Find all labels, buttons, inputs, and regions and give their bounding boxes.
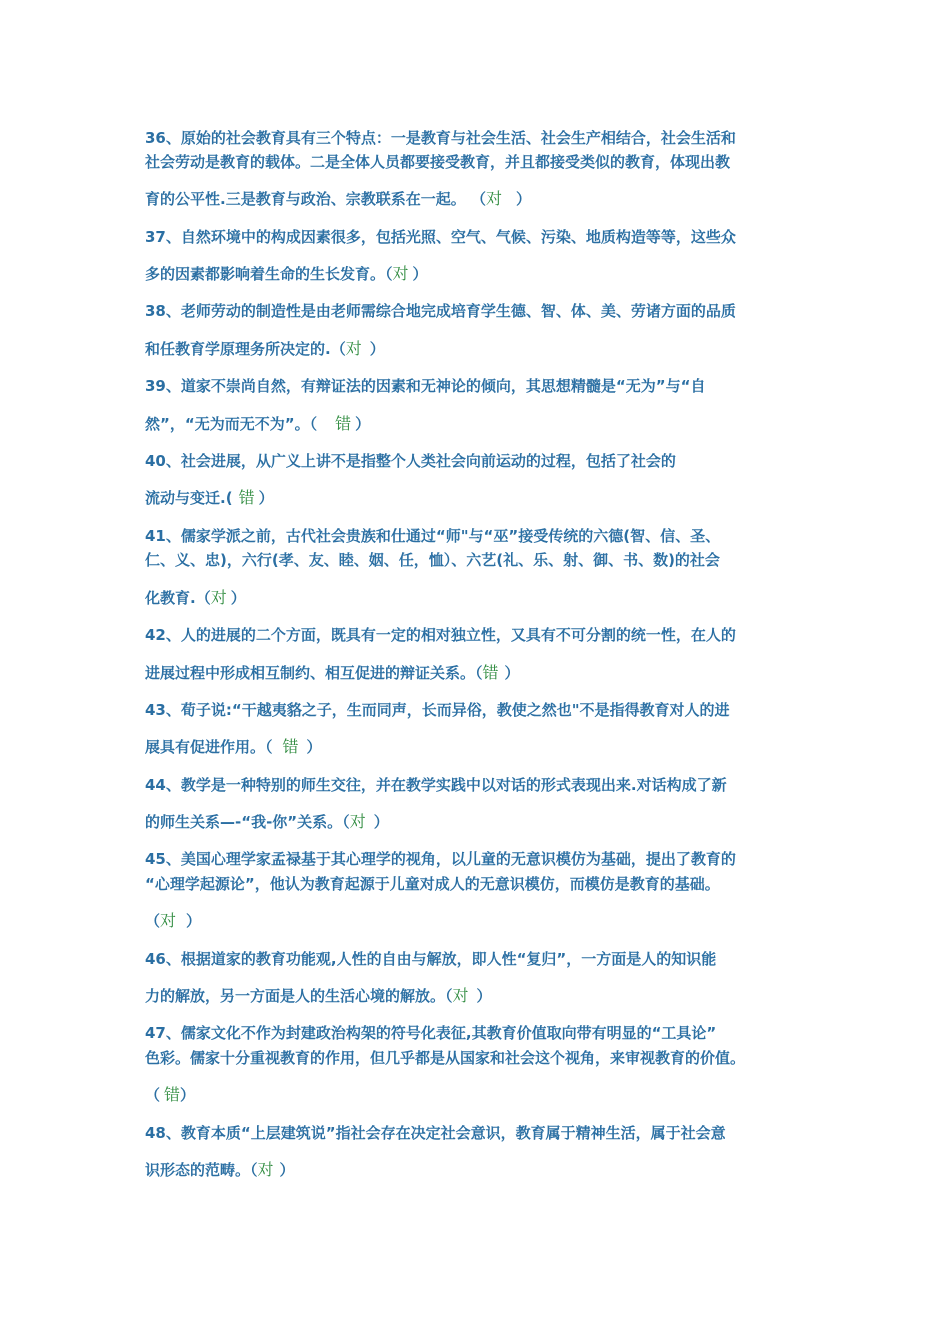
paren-open: （	[195, 589, 211, 607]
q47-line-3	[145, 1084, 815, 1106]
paren-open: （	[265, 738, 273, 756]
q40-line-2: 流动与变迁.( 错 ）	[145, 488, 274, 507]
answer-mark: 对	[210, 588, 227, 607]
q39-line-2: 然”，“无为而无不为”。（ 错 ）	[145, 414, 371, 433]
paren-close: ）	[373, 813, 389, 831]
paren-close: ）	[369, 340, 385, 358]
q42-line-2: 进展过程中形成相互制约、相互促进的辩证关系。（错 ）	[145, 663, 520, 682]
q41-line-1: 41、儒家学派之前，古代社会贵族和仕通过“师"与“巫”接受传统的六德(智、信、圣、	[145, 527, 721, 545]
paren-close: ）	[180, 1086, 196, 1104]
q44-line-1: 44、教学是一种特别的师生交往，并在教学实践中以对话的形式表现出来.对话构成了新	[145, 776, 727, 794]
paren-open: （	[470, 190, 486, 208]
paren-open: （	[475, 664, 483, 682]
q45-line-1: 45、美国心理学家孟禄基于其心理学的视角，以儿童的无意识模仿为基础，提出了教育的	[145, 850, 736, 868]
paren-close: ）	[412, 265, 428, 283]
answer-mark: 对	[392, 264, 409, 283]
q41-line-2: 仁、义、忠)，六行(孝、友、睦、姻、任，恤）、六艺(礼、乐、射、御、书、数)的社会	[145, 551, 720, 569]
q43-line-2: 展具有促进作用。（ 错 ）	[145, 737, 322, 756]
answer-mark: 错	[282, 737, 299, 756]
paren-open: （	[342, 813, 350, 831]
answer-mark: 对	[452, 986, 469, 1005]
q40-line-1: 40、社会进展，从广义上讲不是指整个人类社会向前运动的过程，包括了社会的	[145, 452, 676, 470]
paren-open: （	[385, 265, 393, 283]
paren-open: （	[145, 912, 161, 930]
q37-line-2: 多的因素都影响着生命的生长发育。（对 ）	[145, 264, 428, 283]
paren-close: ）	[515, 190, 531, 208]
q46-line-1: 46、根据道家的教育功能观,人性的自由与解放，即人性“复归”，一方面是人的知识能	[145, 950, 717, 968]
answer-mark: 错	[482, 663, 499, 682]
q36-line-1: 36、原始的社会教育具有三个特点：一是教育与社会生活、社会生产相结合，社会生活和	[145, 129, 736, 147]
paren-close: ）	[230, 589, 246, 607]
paren-close: ）	[186, 912, 202, 930]
q46-line-2: 力的解放，另一方面是人的生活心境的解放。（对 ）	[145, 986, 492, 1005]
paren-open: （	[250, 1161, 258, 1179]
answer-mark: 错	[335, 414, 352, 433]
answer-mark: 对	[160, 911, 177, 930]
q41-line-3: 化教育.（对 ）	[145, 588, 246, 607]
q37-line-1: 37、自然环境中的构成因素很多，包括光照、空气、气候、污染、地质构造等等，这些众	[145, 228, 736, 246]
paren-close: ）	[476, 987, 492, 1005]
answer-mark: 对	[349, 812, 366, 831]
q48-line-1: 48、教育本质“上层建筑说”指社会存在决定社会意识，教育属于精神生活，属于社会意	[145, 1124, 726, 1142]
paren-open: (	[225, 489, 233, 507]
q42-line-1: 42、人的进展的二个方面，既具有一定的相对独立性，又具有不可分割的统一性，在人的	[145, 626, 736, 644]
answer-mark: 对	[345, 339, 362, 358]
answer-mark: 对	[257, 1160, 274, 1179]
q38-line-2: 和任教育学原理务所决定的.（对 ）	[145, 339, 385, 358]
q36-line-2: 社会劳动是教育的载体。二是全体人员都要接受教育，并且都接受类似的教育，体现出教	[145, 153, 731, 171]
paren-close: ）	[306, 738, 322, 756]
q39-line-1: 39、道家不崇尚自然，有辩证法的因素和无神论的倾向，其思想精髓是“无为”与“自	[145, 377, 706, 395]
q45-line-3	[145, 910, 815, 932]
paren-close: ）	[258, 489, 274, 507]
answer-mark: 错	[238, 488, 255, 507]
q44-line-2: 的师生关系—-“我-你”关系。（对 ）	[145, 812, 389, 831]
paren-close: ）	[279, 1161, 295, 1179]
q36-line-3: 育的公平性.三是教育与政治、宗教联系在一起。 （对 ）	[145, 189, 531, 208]
paren-open: （	[309, 415, 318, 433]
q48-line-2: 识形态的范畴。（对 ）	[145, 1160, 295, 1179]
q38-line-1: 38、老师劳动的制造性是由老师需综合地完成培育学生德、智、体、美、劳诸方面的品质	[145, 302, 736, 320]
paren-close: ）	[355, 415, 371, 433]
answer-mark: 错	[164, 1085, 181, 1104]
paren-close: ）	[504, 664, 520, 682]
answer-mark: 对	[485, 189, 502, 208]
q47-line-2: 色彩。儒家十分重视教育的作用，但几乎都是从国家和社会这个视角，来审视教育的价值。	[145, 1049, 746, 1067]
paren-open: （	[145, 1086, 161, 1104]
paren-open: （	[445, 987, 453, 1005]
q47-line-1: 47、儒家文化不作为封建政治构架的符号化表征,其教育价值取向带有明显的“工具论”	[145, 1024, 717, 1042]
q45-line-2: “心理学起源论”，他认为教育起源于儿童对成人的无意识模仿，而模仿是教育的基础。	[145, 875, 720, 893]
paren-open: （	[330, 340, 346, 358]
q43-line-1: 43、荀子说:“干越夷貉之子，生而同声，长而异俗，教使之然也"不是指得教育对人的进	[145, 701, 730, 719]
